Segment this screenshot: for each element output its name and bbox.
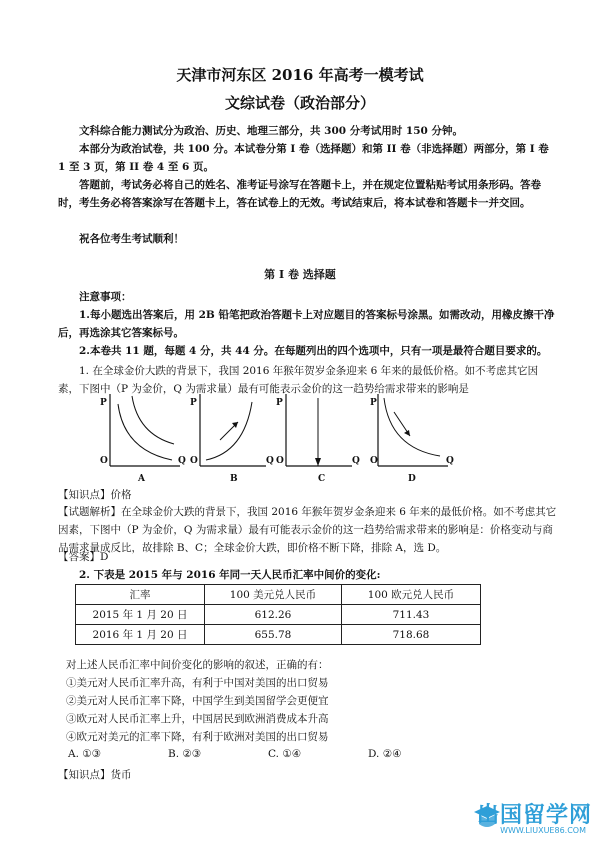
question-2-knowledge: 【知识点】货币	[58, 769, 132, 781]
question-2-prompt: 对上述人民币汇率中间价变化的影响的叙述，正确的有：	[66, 659, 329, 671]
graph-c	[286, 394, 352, 466]
graph-label-a: A	[138, 474, 145, 484]
notice-item-1: 1.每小题选出答案后，用 2B 铅笔把政治答题卡上对应题目的答案标号涂黑。如需改动，用橡皮擦干净后，再选涂其它答案标号。	[58, 309, 555, 339]
graph-c-axis-p: P	[276, 398, 283, 408]
exam-title: 天津市河东区 2016 年高考一模考试	[176, 66, 424, 84]
table-header-cell: 100 欧元兑人民币	[342, 585, 481, 605]
graph-a-axis-q: Q	[178, 456, 186, 466]
question-2-option-2: ②美元对人民币汇率下降，中国学生到美国留学会更便宜	[66, 695, 329, 707]
table-row	[76, 605, 481, 625]
notice-item-2: 2.本卷共 11 题，每题 4 分，共 44 分。在每题列出的四个选项中，只有一项是最符合题目要求的。	[79, 345, 548, 357]
graph-b	[200, 394, 266, 466]
question-2-option-1: ①美元对人民币汇率升高，有利于中国对美国的出口贸易	[66, 677, 329, 689]
watermark-url: WWW.LIUXUE86.COM	[500, 826, 586, 835]
choice-d: D. ②④	[368, 748, 402, 760]
exchange-rate-table	[75, 584, 481, 645]
intro-paragraph-4: 祝各位考生考试顺利！	[79, 233, 184, 245]
graph-c-axis-q: Q	[352, 456, 360, 466]
graph-a-origin: O	[100, 456, 108, 466]
question-2-stem: 2. 下表是 2015 年与 2016 年同一天人民币汇率中间价的变化:	[79, 569, 381, 581]
watermark-text: 出国留学网	[476, 803, 592, 828]
graph-b-origin: O	[190, 456, 198, 466]
graph-d-axis-q: Q	[446, 456, 454, 466]
graph-d-origin: O	[370, 456, 378, 466]
choice-b: B. ②③	[168, 748, 202, 760]
choice-a: A. ①③	[68, 748, 102, 760]
question-1-knowledge: 【知识点】价格	[58, 489, 132, 501]
graph-a-axis-p: P	[100, 398, 107, 408]
question-1-answer: 【答案】D	[58, 551, 109, 563]
table-header-row	[76, 585, 481, 605]
table-cell: 718.68	[342, 625, 481, 645]
exam-subtitle: 文综试卷（政治部分）	[224, 94, 375, 112]
intro-paragraph-3: 答题前，考试务必将自己的姓名、准考证号涂写在答题卡上，并在规定位置粘贴考试用条形码。答卷时，考生务必将答案涂写在答题卡上，答在试卷上的无效。考试结束后，将本试卷和答题卡一并交回。	[58, 179, 541, 209]
table-cell: 2015 年 1 月 20 日	[76, 605, 205, 625]
table-cell: 711.43	[342, 605, 481, 625]
graph-c-origin: O	[276, 456, 284, 466]
section-heading: 第 I 卷 选择题	[264, 268, 336, 281]
graph-b-axis-p: P	[190, 398, 197, 408]
graph-label-b: B	[230, 474, 238, 484]
question-1-analysis: 【试题解析】在全球金价大跌的背景下，我国 2016 年猴年贺岁金条迎来 6 年来的最低价格。如不考虑其它因素，下图中（P 为金价，Q 为需求量）最有可能表示金价的这一趋势给需求带来的影响是：价格变动与商品需求量成反比，故排除 B、C；全球金价大跌，即价格不断下降，排除 A，选 D。	[58, 506, 557, 554]
table-header-cell: 100 美元兑人民币	[205, 585, 342, 605]
table-header-cell: 汇率	[76, 585, 205, 605]
watermark-logo	[472, 798, 592, 842]
table-cell: 2016 年 1 月 20 日	[76, 625, 205, 645]
question-2-choices	[68, 748, 468, 760]
graph-d-axis-p: P	[370, 398, 377, 408]
intro-paragraph-2: 本部分为政治试卷，共 100 分。本试卷分第 I 卷（选择题）和第 II 卷（非选择题）两部分，第 I 卷 1 至 3 页，第 II 卷 4 至 6 页。	[58, 143, 549, 173]
table-row	[76, 625, 481, 645]
question-1-stem: 1. 在全球金价大跌的背景下，我国 2016 年猴年贺岁金条迎来 6 年来的最低价格。如不考虑其它因素，下图中（P 为金价，Q 为需求量）最有可能表示金价的这一趋势给需求带来的影响是	[58, 365, 539, 395]
question-2-option-3: ③欧元对人民币汇率上升，中国居民到欧洲消费成本升高	[66, 713, 329, 725]
intro-paragraph-1: 文科综合能力测试分为政治、历史、地理三部分，共 300 分考试用时 150 分钟。	[79, 125, 463, 137]
graph-a	[110, 394, 180, 466]
graph-label-c: C	[318, 474, 326, 484]
notice-title: 注意事项：	[79, 291, 132, 303]
table-cell: 655.78	[205, 625, 342, 645]
graph-b-axis-q: Q	[266, 456, 274, 466]
choice-c: C. ①④	[268, 748, 302, 760]
graph-label-d: D	[408, 474, 416, 484]
question-2-option-4: ④欧元对美元的汇率下降，有利于欧洲对美国的出口贸易	[66, 731, 329, 743]
table-cell: 612.26	[205, 605, 342, 625]
